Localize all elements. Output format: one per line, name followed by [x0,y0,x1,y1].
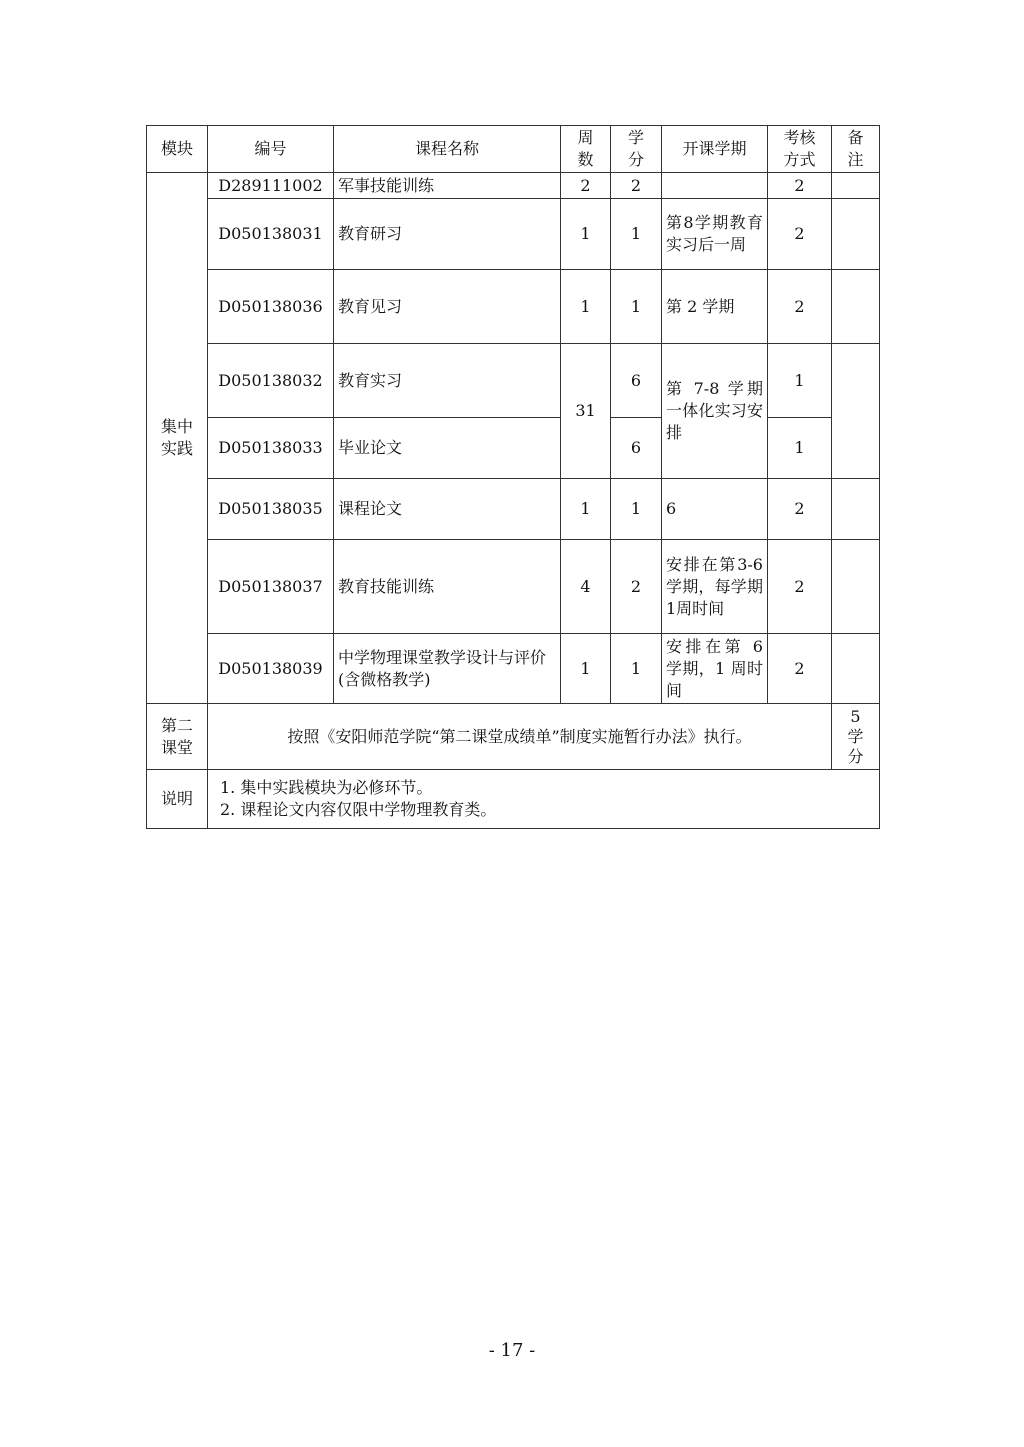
table-row [147,418,880,479]
course-name: 中学物理课堂教学设计与评价(含微格教学) [334,634,561,704]
course-remark [832,199,880,270]
course-semester [662,173,768,199]
course-credits: 1 [611,634,662,704]
course-name: 课程论文 [334,479,561,540]
course-code: D050138031 [208,199,334,270]
course-remark [832,634,880,704]
course-credits: 1 [611,479,662,540]
course-weeks: 4 [561,540,611,634]
second-class-text: 按照《安阳师范学院“第二课堂成绩单”制度实施暂行办法》执行。 [208,704,832,770]
notes-list [212,777,875,821]
course-weeks: 2 [561,173,611,199]
course-assessment: 2 [768,173,832,199]
course-semester: 第 7-8 学期一体化实习安排 [662,344,768,479]
notes-cell [208,770,880,829]
table-row [147,634,880,704]
course-name: 教育见习 [334,270,561,344]
course-credits: 1 [611,270,662,344]
course-assessment: 2 [768,199,832,270]
course-assessment: 2 [768,270,832,344]
course-remark [832,479,880,540]
course-weeks: 1 [561,199,611,270]
course-semester: 第 2 学期 [662,270,768,344]
page-number: - 17 - [488,1340,536,1361]
course-weeks: 1 [561,270,611,344]
course-credits: 6 [611,418,662,479]
header-row [147,126,880,173]
table-row [147,479,880,540]
module-practice: 集中 实践 [147,173,208,704]
table-row [147,270,880,344]
module-second-class: 第二 课堂 [147,704,208,770]
course-remark [832,540,880,634]
header-credits: 学 分 [611,126,662,173]
course-name: 军事技能训练 [334,173,561,199]
course-credits: 6 [611,344,662,418]
table-row [147,199,880,270]
header-remark: 备 注 [832,126,880,173]
header-module: 模块 [147,126,208,173]
course-assessment: 2 [768,634,832,704]
course-credits: 1 [611,199,662,270]
course-code: D050138033 [208,418,334,479]
table-row [147,173,880,199]
note-item: 2. 课程论文内容仅限中学物理教育类。 [220,800,497,819]
second-class-credits: 5 学 分 [832,704,880,770]
course-semester: 第8学期教育实习后一周 [662,199,768,270]
course-name: 教育技能训练 [334,540,561,634]
course-assessment: 1 [768,344,832,418]
course-code: D289111002 [208,173,334,199]
course-remark [832,344,880,479]
course-assessment: 2 [768,540,832,634]
course-remark [832,270,880,344]
course-code: D050138035 [208,479,334,540]
course-semester: 安排在第3-6 学期，每学期1周时间 [662,540,768,634]
second-class-row [147,704,880,770]
course-semester: 6 [662,479,768,540]
course-name: 教育研习 [334,199,561,270]
course-table [146,125,880,829]
header-code: 编号 [208,126,334,173]
course-name: 教育实习 [334,344,561,418]
header-assessment: 考核 方式 [768,126,832,173]
course-code: D050138032 [208,344,334,418]
course-code: D050138036 [208,270,334,344]
course-assessment: 1 [768,418,832,479]
course-code: D050138039 [208,634,334,704]
course-credits: 2 [611,173,662,199]
course-name: 毕业论文 [334,418,561,479]
table-row [147,540,880,634]
header-semester: 开课学期 [662,126,768,173]
module-notes: 说明 [147,770,208,829]
course-remark [832,173,880,199]
table-row [147,344,880,418]
note-item: 1. 集中实践模块为必修环节。 [220,778,433,797]
notes-row [147,770,880,829]
course-weeks: 31 [561,344,611,479]
header-weeks: 周 数 [561,126,611,173]
course-credits: 2 [611,540,662,634]
course-assessment: 2 [768,479,832,540]
course-weeks: 1 [561,479,611,540]
course-code: D050138037 [208,540,334,634]
course-semester: 安排在第 6 学期，1 周时间 [662,634,768,704]
course-weeks: 1 [561,634,611,704]
header-name: 课程名称 [334,126,561,173]
